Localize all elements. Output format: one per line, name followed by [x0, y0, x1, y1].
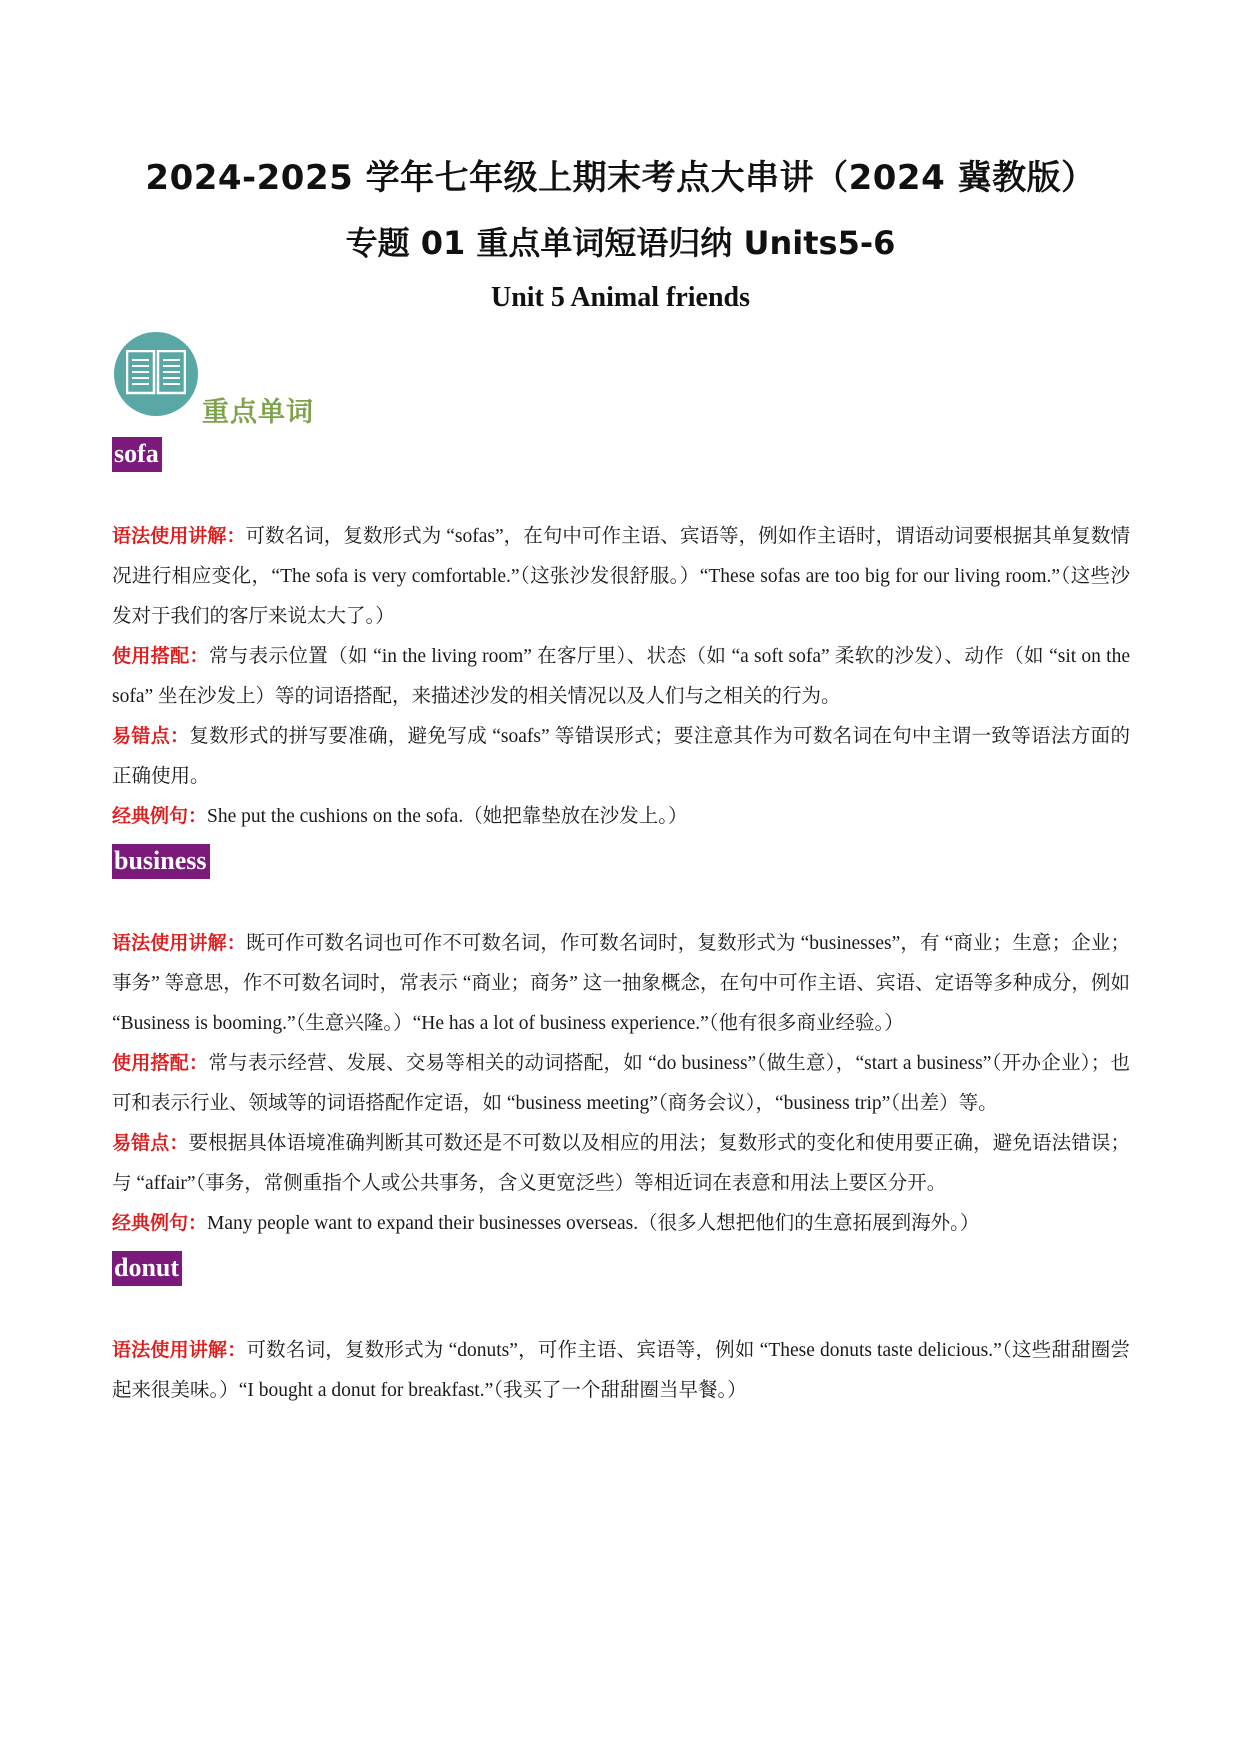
grammar-paragraph: [112, 923, 1130, 1043]
example-text: She put the cushions on the sofa.（她把靠垫放在沙发上。）: [207, 806, 688, 827]
book-icon: [114, 332, 198, 416]
mistake-label: 易错点：: [112, 1132, 189, 1154]
document-subtitle: 专题 01 重点单词短语归纳 Units5-6: [345, 224, 896, 262]
mistake-text: 复数形式的拼写要准确，避免写成 “soafs” 等错误形式；要注意其作为可数名词在句中主谓一致等语法方面的正确使用。: [112, 726, 1130, 787]
mistake-paragraph: [112, 716, 1130, 796]
section-title: 重点单词: [202, 397, 314, 428]
vocab-word: donut: [112, 1251, 182, 1286]
collocation-paragraph: [112, 1043, 1130, 1123]
collocation-text: 常与表示经营、发展、交易等相关的动词搭配，如 “do business”（做生意），“start a business”（开办企业）；也可和表示行业、领域等的词语搭配作定语，如 “business meeting”（商务会议），“business trip”（出差）等。: [112, 1053, 1130, 1114]
mistake-label: 易错点：: [112, 725, 190, 747]
vocab-entry-business: [112, 844, 1130, 1243]
unit-heading: Unit 5 Animal friends: [490, 282, 751, 313]
grammar-paragraph: [112, 516, 1130, 636]
grammar-label: 语法使用讲解：: [112, 1339, 247, 1361]
grammar-text: 可数名词，复数形式为 “donuts”，可作主语、宾语等，例如 “These donuts taste delicious.”（这些甜甜圈尝起来很美味。）“I bought a donut for breakfast.”（我买了一个甜甜圈当早餐。）: [112, 1340, 1130, 1401]
vocab-entry-sofa: [112, 437, 1130, 836]
collocation-label: 使用搭配：: [112, 1052, 209, 1074]
example-paragraph: [112, 1203, 1130, 1243]
grammar-paragraph: [112, 1330, 1130, 1410]
vocab-word: business: [112, 844, 210, 879]
vocab-entry-donut: [112, 1251, 1130, 1410]
collocation-label: 使用搭配：: [112, 645, 209, 667]
document-title: 2024-2025 学年七年级上期末考点大串讲（2024 冀教版）: [145, 158, 1096, 198]
collocation-paragraph: [112, 636, 1130, 716]
example-label: 经典例句：: [112, 805, 208, 827]
mistake-text: 要根据具体语境准确判断其可数还是不可数以及相应的用法；复数形式的变化和使用要正确，避免语法错误；与 “affair”（事务，常侧重指个人或公共事务，含义更宽泛些）等相近词在表意和用法上要区分开。: [112, 1133, 1130, 1194]
example-text: Many people want to expand their businesses overseas.（很多人想把他们的生意拓展到海外。）: [207, 1213, 980, 1234]
collocation-text: 常与表示位置（如 “in the living room” 在客厅里）、状态（如 “a soft sofa” 柔软的沙发）、动作（如 “sit on the sofa” 坐在沙发上）等的词语搭配，来描述沙发的相关情况以及人们与之相关的行为。: [112, 646, 1130, 707]
example-label: 经典例句：: [112, 1212, 208, 1234]
vocabulary-list: [112, 437, 1130, 1418]
mistake-paragraph: [112, 1123, 1130, 1203]
grammar-text: 既可作可数名词也可作不可数名词，作可数名词时，复数形式为 “businesses”，有 “商业；生意；企业；事务” 等意思，作不可数名词时，常表示 “商业；商务” 这一抽象概念，在句中可作主语、宾语、定语等多种成分，例如 “Business is booming.”（生意兴隆。）“He has a lot of business experience.”（他有很多商业经验。）: [112, 933, 1130, 1034]
vocab-word: sofa: [112, 437, 162, 472]
grammar-text: 可数名词，复数形式为 “sofas”，在句中可作主语、宾语等，例如作主语时，谓语动词要根据其单复数情况进行相应变化，“The sofa is very comfortable.”（这张沙发很舒服。）“These sofas are too big for our living room.”（这些沙发对于我们的客厅来说太大了。）: [112, 526, 1130, 627]
grammar-label: 语法使用讲解：: [112, 525, 246, 547]
example-paragraph: [112, 796, 1130, 836]
grammar-label: 语法使用讲解：: [112, 932, 246, 954]
